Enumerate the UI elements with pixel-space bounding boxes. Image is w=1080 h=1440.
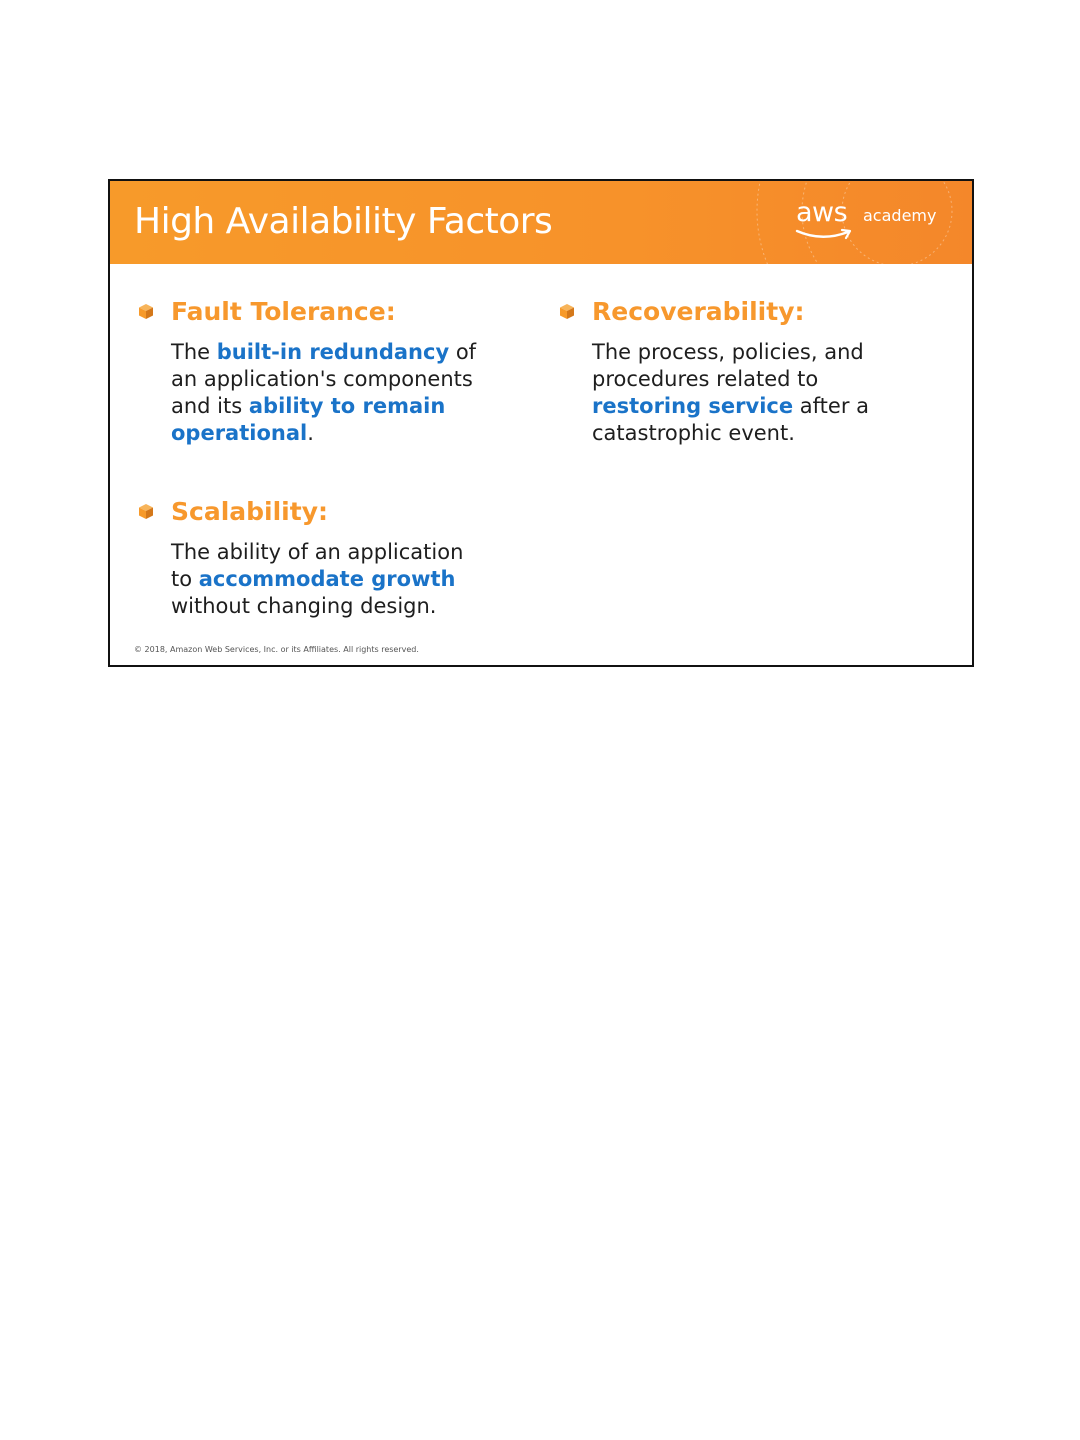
aws-academy-logo <box>794 197 944 247</box>
fault-tolerance-title: Fault Tolerance: <box>171 297 396 326</box>
text-run: after a catastrophic event. <box>592 394 869 445</box>
cube-icon <box>139 304 153 319</box>
slide-title: High Availability Factors <box>134 201 553 242</box>
slide <box>108 179 974 667</box>
text-run: The process, policies, and procedures related to <box>592 340 864 391</box>
scalability-title: Scalability: <box>171 497 328 526</box>
copyright-footer: © 2018, Amazon Web Services, Inc. or its Affiliates. All rights reserved. <box>134 645 419 654</box>
cube-icon <box>560 304 574 319</box>
text-run: The <box>171 340 217 364</box>
text-run: The ability of an application to <box>171 540 464 591</box>
highlight-text: restoring service <box>592 394 794 418</box>
logo-product: academy <box>863 206 937 225</box>
smile-arrow-icon <box>794 228 858 242</box>
slide-header <box>110 181 972 264</box>
logo-brand: aws <box>796 197 848 228</box>
text-run: of an application's components and its <box>171 340 477 418</box>
highlight-text: ability to remain operational <box>171 394 446 445</box>
recoverability-body <box>592 339 892 447</box>
cube-icon <box>139 504 153 519</box>
recoverability-title: Recoverability: <box>592 297 805 326</box>
fault-tolerance-body <box>171 339 501 447</box>
text-run: . <box>307 421 314 445</box>
highlight-text: built-in redundancy <box>216 340 450 364</box>
highlight-text: accommodate growth <box>198 567 456 591</box>
text-run: without changing design. <box>171 594 437 618</box>
scalability-body <box>171 539 491 620</box>
